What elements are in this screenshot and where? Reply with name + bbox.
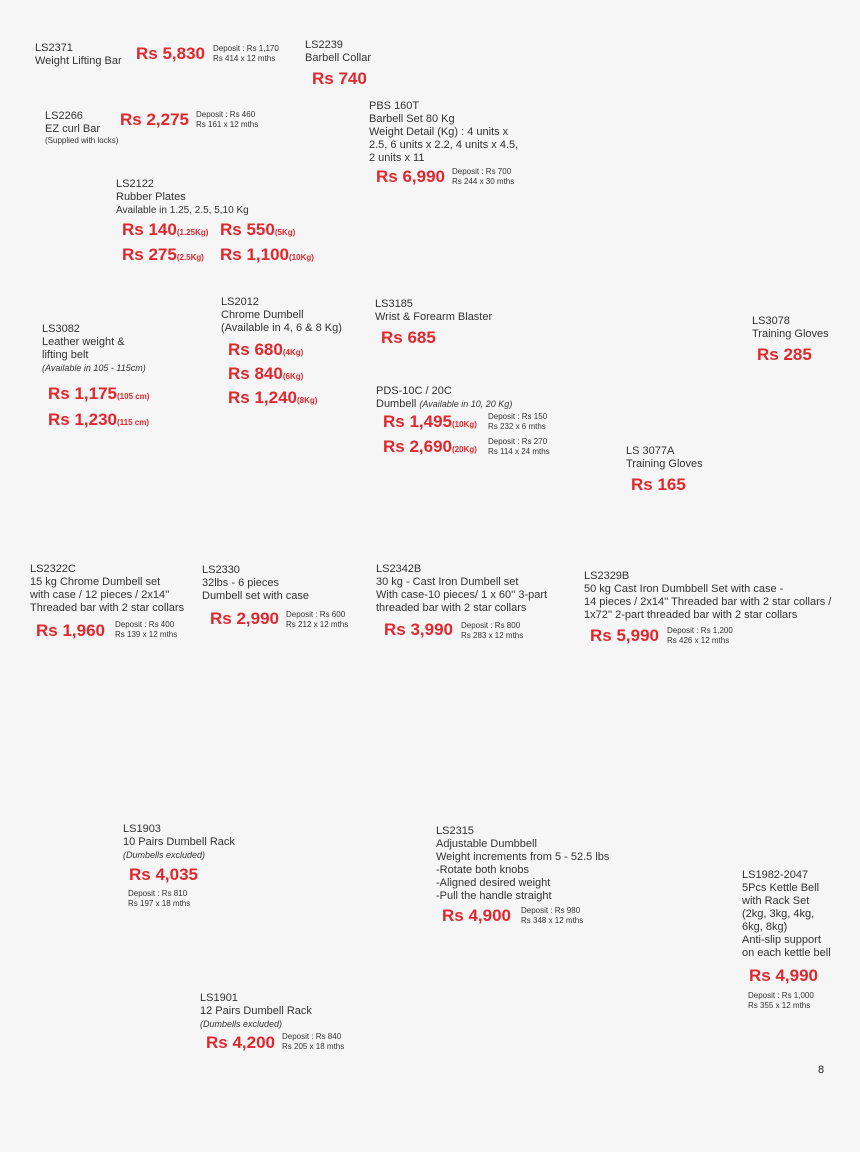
installment: Rs 161 x 12 mths	[196, 120, 259, 129]
deposit-info	[488, 412, 547, 432]
price: Rs 1,960	[36, 621, 105, 640]
product-ls2329b	[584, 570, 831, 622]
product-code: LS3078	[752, 315, 790, 327]
deposit-info	[667, 626, 733, 646]
price-option	[228, 340, 303, 363]
installment: Rs 232 x 6 mths	[488, 422, 546, 431]
product-ls1903	[123, 823, 235, 862]
price: Rs 1,230	[48, 410, 117, 429]
installment: Rs 139 x 12 mths	[115, 630, 178, 639]
price-option	[122, 245, 204, 268]
product-desc: -Pull the handle straight	[436, 890, 552, 902]
installment: Rs 212 x 12 mths	[286, 620, 349, 629]
size-label: (10Kg)	[452, 420, 477, 429]
deposit: Deposit : Rs 400	[115, 620, 175, 629]
deposit-info	[286, 610, 348, 630]
product-pds10c	[376, 385, 512, 411]
product-name: lifting belt	[42, 349, 89, 361]
product-desc: with case / 12 pieces / 2x14''	[30, 589, 170, 601]
product-code: PBS 160T	[369, 100, 420, 112]
product-name: Barbell Set 80 Kg	[369, 113, 455, 125]
deposit: Deposit : Rs 150	[488, 412, 548, 421]
price: Rs 4,990	[749, 966, 818, 985]
size-label: (10Kg)	[289, 253, 314, 262]
product-desc: threaded bar with 2 star collars	[376, 602, 527, 614]
price: Rs 1,100	[220, 245, 289, 264]
product-note: (Dumbells excluded)	[200, 1019, 283, 1029]
deposit: Deposit : Rs 1,200	[667, 626, 733, 635]
deposit: Deposit : Rs 270	[488, 437, 548, 446]
installment: Rs 355 x 12 mths	[748, 1001, 811, 1010]
product-code: LS3082	[42, 323, 80, 335]
product-code: LS 3077A	[626, 445, 675, 457]
size-label: (4Kg)	[282, 348, 304, 357]
price: Rs 685	[381, 328, 436, 347]
price: Rs 2,275	[120, 110, 189, 129]
deposit-info	[128, 889, 190, 909]
product-ls2342b	[376, 563, 547, 615]
product-desc: 5Pcs Kettle Bell	[742, 882, 820, 894]
product-name: Weight Lifting Bar	[35, 55, 122, 67]
product-ls2012	[221, 296, 342, 335]
price: Rs 550	[220, 220, 275, 239]
product-name: 12 Pairs Dumbell Rack	[200, 1005, 312, 1017]
price-option	[383, 437, 477, 460]
deposit: Deposit : Rs 460	[196, 110, 256, 119]
installment: Rs 205 x 18 mths	[282, 1042, 345, 1051]
size-label: (1.25Kg)	[176, 228, 209, 237]
product-name: EZ curl Bar	[45, 123, 101, 135]
price-option	[220, 220, 295, 243]
price-option	[220, 245, 314, 268]
product-code: LS1982-2047	[742, 869, 809, 881]
price: Rs 5,990	[590, 626, 659, 645]
product-desc: -Rotate both knobs	[436, 864, 529, 876]
product-name: Training Gloves	[752, 328, 829, 340]
product-ls1982	[742, 869, 831, 960]
price: Rs 6,990	[376, 167, 445, 186]
price-option	[228, 388, 317, 411]
price: Rs 1,495	[383, 412, 452, 431]
product-detail: Weight Detail (Kg) : 4 units x	[369, 126, 509, 138]
installment: Rs 197 x 18 mths	[128, 899, 191, 908]
product-note: (Available in 105 - 115cm)	[42, 363, 146, 373]
deposit-info	[282, 1032, 344, 1052]
size-label: (105 cm)	[117, 392, 150, 401]
product-desc: with Rack Set	[742, 895, 810, 907]
product-ls3077a	[626, 445, 703, 471]
product-ls2266	[45, 110, 118, 146]
deposit: Deposit : Rs 800	[461, 621, 521, 630]
product-desc: 1x72'' 2-part threaded bar with 2 star collars	[584, 609, 798, 621]
installment: Rs 114 x 24 mths	[488, 447, 550, 456]
size-label: (8Kg)	[297, 396, 318, 405]
product-code: LS2315	[436, 825, 474, 837]
price-option	[383, 412, 477, 435]
product-code: LS2330	[202, 564, 240, 576]
price: Rs 285	[757, 345, 812, 364]
product-desc: 14 pieces / 2x14'' Threaded bar with 2 star collars /	[584, 596, 832, 608]
deposit: Deposit : Rs 1,000	[748, 991, 814, 1000]
product-code: PDS-10C / 20C	[376, 385, 452, 397]
product-desc: Threaded bar with 2 star collars	[30, 602, 185, 614]
size-label: (2.5Kg)	[176, 253, 204, 262]
deposit: Deposit : Rs 980	[521, 906, 581, 915]
price: Rs 4,035	[129, 865, 198, 884]
product-ls3082	[42, 323, 146, 375]
product-ls2315	[436, 825, 609, 903]
deposit: Deposit : Rs 700	[452, 167, 512, 176]
product-pbs160t	[369, 100, 518, 165]
product-name: Wrist & Forearm Blaster	[375, 311, 493, 323]
product-desc: 50 kg Cast Iron Dumbbell Set with case -	[584, 583, 784, 595]
product-note: (Dumbells excluded)	[123, 850, 206, 860]
product-code: LS2342B	[376, 563, 422, 575]
product-desc: Weight increments from 5 - 52.5 lbs	[436, 851, 610, 863]
product-desc: (2kg, 3kg, 4kg,	[742, 908, 815, 920]
installment: Rs 414 x 12 mths	[213, 54, 276, 63]
deposit: Deposit : Rs 840	[282, 1032, 342, 1041]
product-desc: -Aligned desired weight	[436, 877, 551, 889]
price-option	[228, 364, 303, 387]
product-ls3185	[375, 298, 492, 324]
deposit-info	[488, 437, 550, 457]
price: Rs 165	[631, 475, 686, 494]
deposit-info	[521, 906, 583, 926]
product-ls1901	[200, 992, 312, 1031]
product-code: LS2329B	[584, 570, 630, 582]
deposit: Deposit : Rs 1,170	[213, 44, 279, 53]
product-desc: With case-10 pieces/ 1 x 60'' 3-part	[376, 589, 548, 601]
page-number: 8	[818, 1064, 825, 1076]
installment: Rs 426 x 12 mths	[667, 636, 730, 645]
deposit: Deposit : Rs 810	[128, 889, 188, 898]
deposit: Deposit : Rs 600	[286, 610, 346, 619]
product-ls2122	[116, 178, 249, 217]
deposit-info	[213, 44, 279, 64]
price: Rs 2,990	[210, 609, 279, 628]
product-note: (Supplied with locks)	[45, 136, 119, 145]
product-name: Training Gloves	[626, 458, 703, 470]
product-note: Available in 1.25, 2.5, 5,10 Kg	[116, 205, 249, 216]
product-desc: 15 kg Chrome Dumbell set	[30, 576, 161, 588]
price: Rs 140	[122, 220, 177, 239]
price-option	[48, 384, 149, 407]
product-name: Barbell Collar	[305, 52, 372, 64]
size-label: (20Kg)	[452, 445, 477, 454]
price: Rs 3,990	[384, 620, 453, 639]
product-desc: Anti-slip support	[742, 934, 821, 946]
product-detail: 2 units x 11	[369, 152, 425, 164]
installment: Rs 283 x 12 mths	[461, 631, 524, 640]
product-code: LS2266	[45, 110, 83, 122]
product-name: 10 Pairs Dumbell Rack	[123, 836, 235, 848]
price: Rs 680	[228, 340, 283, 359]
product-note: (Available in 4, 6 & 8 Kg)	[221, 322, 342, 334]
product-desc: 30 kg - Cast Iron Dumbell set	[376, 576, 519, 588]
price: Rs 275	[122, 245, 177, 264]
price-option	[122, 220, 208, 243]
product-name: Dumbell	[376, 398, 417, 410]
price: Rs 1,175	[48, 384, 117, 403]
product-code: LS2239	[305, 39, 343, 51]
price: Rs 740	[312, 69, 367, 88]
price: Rs 4,900	[442, 906, 511, 925]
product-desc: Dumbell set with case	[202, 590, 309, 602]
price-option	[48, 410, 149, 433]
product-name: Chrome Dumbell	[221, 309, 304, 321]
deposit-info	[452, 167, 514, 187]
product-ls3078	[752, 315, 829, 341]
product-code: LS2371	[35, 42, 73, 54]
size-label: (115 cm)	[117, 418, 150, 427]
price: Rs 2,690	[383, 437, 452, 456]
product-note: (Available in 10, 20 Kg)	[419, 399, 513, 409]
deposit-info	[115, 620, 177, 640]
product-code: LS2322C	[30, 563, 76, 575]
installment: Rs 244 x 30 mths	[452, 177, 515, 186]
product-name: Leather weight &	[42, 336, 125, 348]
product-code: LS1903	[123, 823, 161, 835]
product-code: LS3185	[375, 298, 413, 310]
product-code: LS2012	[221, 296, 259, 308]
deposit-info	[196, 110, 258, 130]
product-ls2239	[305, 39, 371, 65]
product-desc: 6kg, 8kg)	[742, 921, 788, 933]
product-desc: 32lbs - 6 pieces	[202, 577, 280, 589]
deposit-info	[748, 991, 814, 1011]
size-label: (6Kg)	[282, 372, 304, 381]
product-ls2330	[202, 564, 309, 603]
product-desc: on each kettle bell	[742, 947, 831, 959]
product-code: LS1901	[200, 992, 238, 1004]
price: Rs 4,200	[206, 1033, 275, 1052]
product-code: LS2122	[116, 178, 154, 190]
product-name: Rubber Plates	[116, 191, 186, 203]
product-ls2371	[35, 42, 122, 68]
product-ls2322c	[30, 563, 184, 615]
deposit-info	[461, 621, 523, 641]
price: Rs 840	[228, 364, 283, 383]
product-detail: 2.5, 6 units x 2.2, 4 units x 4.5,	[369, 139, 519, 151]
size-label: (5Kg)	[274, 228, 296, 237]
price: Rs 1,240	[228, 388, 297, 407]
product-desc: Adjustable Dumbbell	[436, 838, 537, 850]
price: Rs 5,830	[136, 44, 205, 63]
installment: Rs 348 x 12 mths	[521, 916, 584, 925]
